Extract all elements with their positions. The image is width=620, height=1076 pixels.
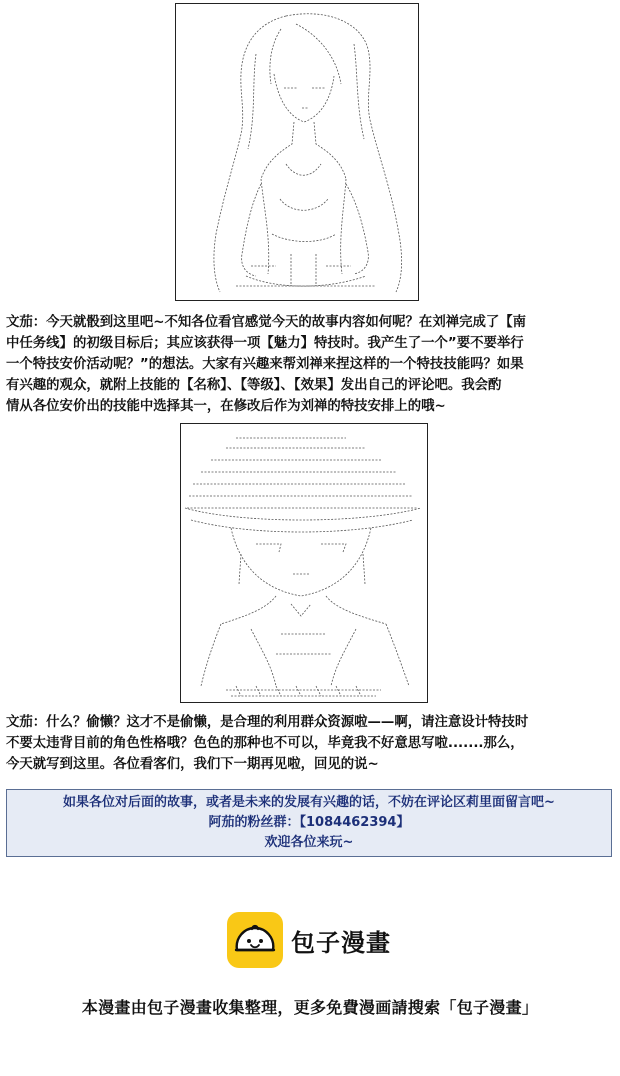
steamed-bun-icon [232, 920, 278, 960]
author-note-paragraph-1 [6, 312, 616, 417]
paragraph-line: 不要太违背目前的角色性格哦？色色的那种也不可以，毕竟我不好意思写啦.......那么， [6, 736, 524, 751]
ascii-art-character-longhair [176, 4, 417, 299]
author-note-paragraph-2 [6, 712, 616, 775]
fan-group-notice-box [6, 789, 612, 857]
ascii-art-character-hat [181, 424, 426, 701]
steamed-bun-icon [227, 912, 283, 968]
paragraph-line: 有兴趣的观众，就附上技能的【名称】、【等级】、【效果】发出自己的评论吧。我会酌 [6, 378, 502, 393]
paragraph-line: 一个特技安价活动呢？”的想法。大家有兴趣来帮刘禅来捏这样的一个特技技能吗？如果 [6, 357, 524, 372]
notice-line-welcome: 欢迎各位来玩~ [264, 835, 354, 850]
paragraph-line: 情从各位安价出的技能中选择其一，在修改后作为刘禅的特技安排上的哦~ [6, 399, 446, 414]
brand-name: 包子漫畫 [291, 928, 391, 957]
brand-logo-link[interactable] [227, 910, 391, 970]
footer-source-notice: 本漫畫由包子漫畫收集整理，更多免費漫画請搜索「包子漫畫」 [81, 998, 539, 1017]
paragraph-line: 今天就写到这里。各位看客们，我们下一期再见啦，回见的说~ [6, 757, 379, 772]
ascii-art-panel-top [175, 3, 419, 301]
paragraph-line: 文茄：今天就骰到这里吧~不知各位看官感觉今天的故事内容如何呢？在刘禅完成了【南 [6, 315, 527, 330]
notice-line-comment-invite: 如果各位对后面的故事，或者是未来的发展有兴趣的话，不妨在评论区莉里面留言吧~ [63, 795, 555, 810]
ascii-art-panel-bottom [180, 423, 428, 703]
paragraph-line: 文茄：什么？偷懒？这才不是偷懒，是合理的利用群众资源啦——啊，请注意设计特技时 [6, 715, 529, 730]
paragraph-line: 中任务线】的初级目标后；其应该获得一项【魅力】特技时。我产生了一个”要不要举行 [6, 336, 524, 351]
notice-line-fan-group: 阿茄的粉丝群：【1084462394】 [208, 815, 410, 830]
